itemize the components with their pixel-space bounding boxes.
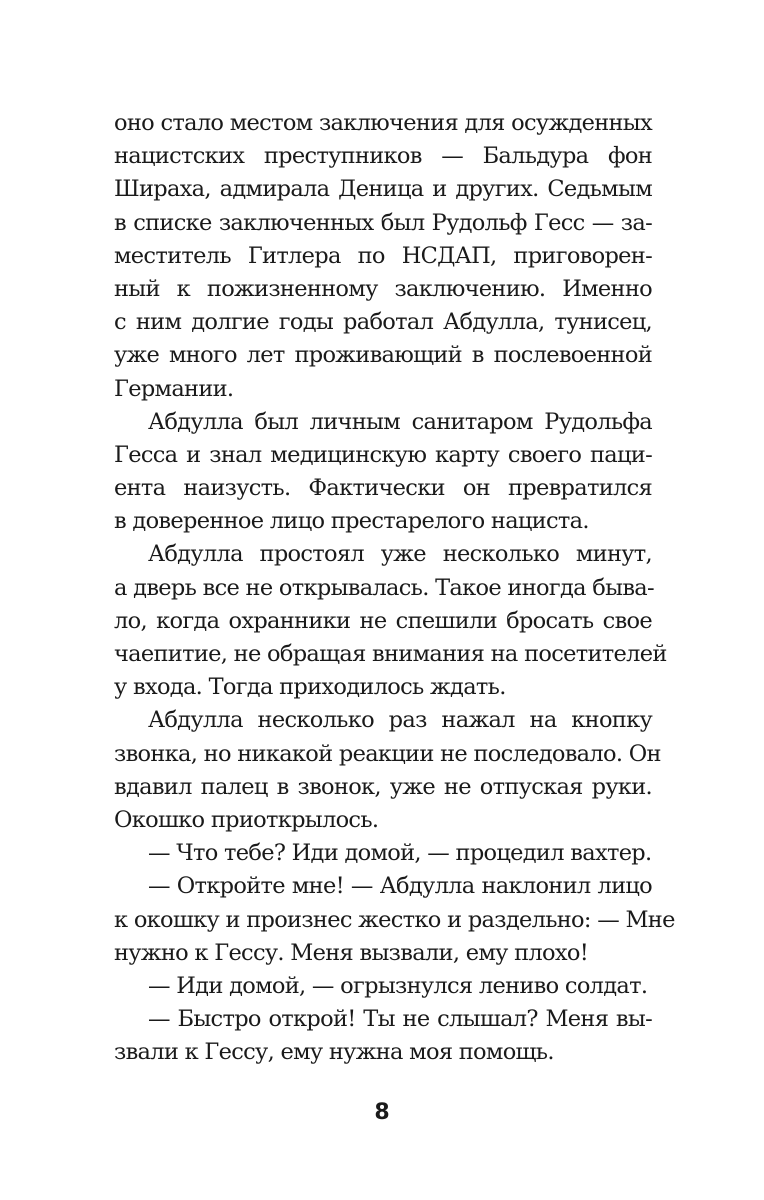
text-line: нацистских преступников — Бальдура фон [114,143,652,170]
text-line: с ним долгие годы работал Абдулла, тунисец, [114,309,652,336]
text-line: у входа. Тогда приходилось ждать. [114,674,506,701]
text-line: — Быстро открой! Ты не слышал? Меня вы- [148,1006,652,1033]
paragraph [114,538,667,704]
text-line: чаепитие, не обращая внимания на посетителей [114,641,667,667]
text-line: нужно к Гессу. Меня вызвали, ему плохо! [114,939,589,966]
text-line: ента наизусть. Фактически он превратился [114,475,652,502]
text-line: Абдулла простоял уже несколько минут, [148,541,652,568]
paragraph [114,107,652,406]
text-line: в списке заключенных был Рудольф Гесс — за- [114,209,652,236]
text-line: к окошку и произнес жестко и раздельно: — Мне [114,906,675,933]
text-line: — Что тебе? Иди домой, — процедил вахтер. [148,840,652,867]
text-line: ный к пожизненному заключению. Именно [114,275,652,302]
text-line: звали к Гессу, ему нужна моя помощь. [114,1039,554,1066]
paragraph [114,837,652,870]
text-line: Германии. [114,375,234,402]
paragraph [114,1003,652,1069]
text-line: в доверенное лицо престарелого нациста. [114,508,589,535]
paragraph [114,970,652,1003]
text-line: — Откройте мне! — Абдулла наклонил лицо [148,873,652,900]
text-line: звонка, но никакой реакции не последовало. Он [114,740,661,767]
text-line: меститель Гитлера по НСДАП, приговорен- [114,242,652,269]
text-line: Абдулла несколько раз нажал на кнопку [148,707,652,734]
text-line: Абдулла был личным санитаром Рудольфа [148,408,652,435]
page-number: 8 [374,1100,390,1125]
paragraph [114,406,652,539]
text-line: уже много лет проживающий в послевоенной [114,342,652,369]
text-line: вдавил палец в звонок, уже не отпуская руки. [114,773,652,800]
text-line: — Иди домой, — огрызнулся лениво солдат. [148,972,648,999]
text-line: ло, когда охранники не спешили бросать свое [114,607,652,634]
text-line: оно стало местом заключения для осужденных [114,110,652,136]
paragraph [114,870,675,970]
body-text [114,107,675,1069]
text-line: Шираха, адмирала Деница и других. Седьмым [114,176,652,203]
text-line: Гесса и знал медицинскую карту своего паци- [114,441,652,468]
text-line: а дверь все не открывалась. Такое иногда быва- [114,574,654,601]
paragraph [114,704,661,837]
text-line: Окошко приоткрылось. [114,806,379,833]
